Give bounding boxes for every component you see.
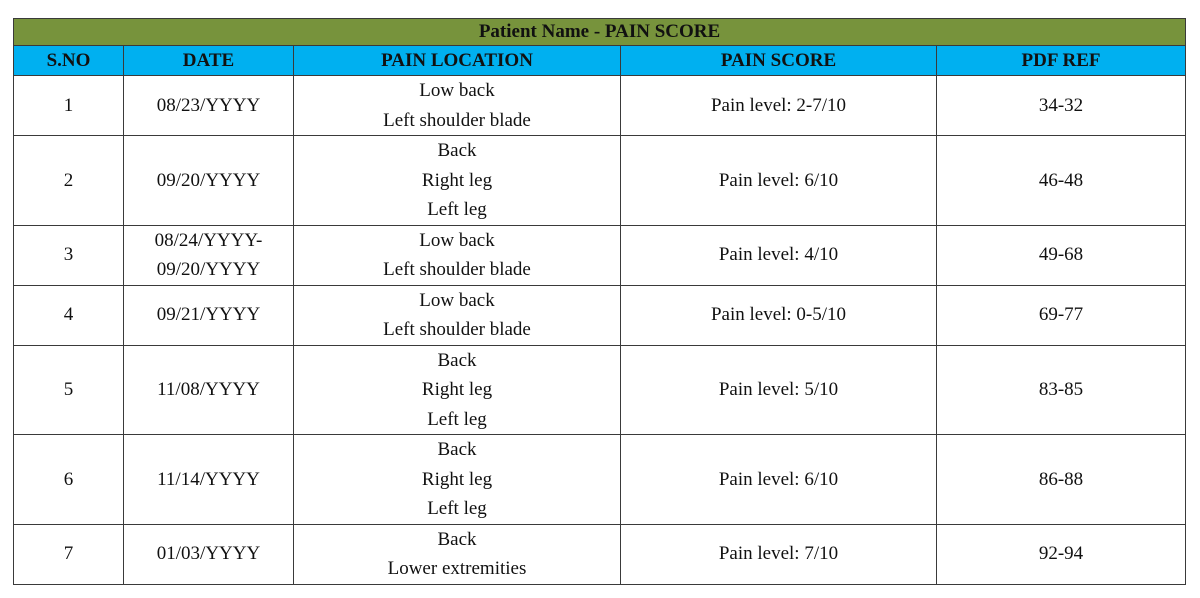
header-pain-location: PAIN LOCATION bbox=[294, 46, 621, 76]
cell-pain-score: Pain level: 6/10 bbox=[621, 136, 937, 226]
cell-pain-location-line: Right leg bbox=[421, 379, 493, 400]
cell-date-line: 11/14/YYYY bbox=[157, 468, 260, 490]
cell-date-line: 08/23/YYYY bbox=[156, 94, 261, 116]
cell-pdf-ref: 83-85 bbox=[937, 345, 1186, 435]
cell-date bbox=[124, 524, 294, 584]
cell-pain-location-line: Right leg bbox=[421, 468, 493, 490]
cell-pdf-ref: 49-68 bbox=[937, 225, 1186, 285]
cell-pain-location-line: Back bbox=[437, 439, 477, 460]
header-pdf-ref: PDF REF bbox=[937, 46, 1186, 76]
cell-pain-location bbox=[294, 435, 621, 525]
cell-sno: 7 bbox=[14, 524, 124, 584]
cell-pdf-ref: 69-77 bbox=[937, 285, 1186, 345]
cell-sno: 4 bbox=[14, 285, 124, 345]
cell-pain-location bbox=[294, 76, 621, 136]
table-row bbox=[14, 285, 1186, 345]
cell-pdf-ref: 86-88 bbox=[937, 435, 1186, 525]
cell-pain-location bbox=[294, 345, 621, 435]
table-title: Patient Name - PAIN SCORE bbox=[14, 19, 1186, 46]
cell-pain-location-line: Low back bbox=[419, 229, 495, 251]
cell-pain-score: Pain level: 6/10 bbox=[621, 435, 937, 525]
table-row bbox=[14, 225, 1186, 285]
cell-pain-location-line: Left shoulder blade bbox=[383, 109, 531, 131]
table-header-row bbox=[14, 46, 1186, 76]
cell-pain-score: Pain level: 2-7/10 bbox=[621, 76, 937, 136]
header-pain-score: PAIN SCORE bbox=[621, 46, 937, 76]
cell-pain-score: Pain level: 5/10 bbox=[621, 345, 937, 435]
cell-date bbox=[124, 435, 294, 525]
cell-date bbox=[124, 76, 294, 136]
table-row bbox=[14, 136, 1186, 226]
cell-pain-location-line: Left leg bbox=[427, 199, 487, 220]
cell-pain-location bbox=[294, 136, 621, 226]
cell-sno: 3 bbox=[14, 225, 124, 285]
cell-date bbox=[124, 136, 294, 226]
cell-pain-location-line: Back bbox=[437, 528, 477, 550]
cell-pdf-ref: 34-32 bbox=[937, 76, 1186, 136]
cell-pain-location-line: Back bbox=[437, 349, 477, 371]
cell-date-line: 01/03/YYYY bbox=[156, 543, 261, 565]
cell-pain-score: Pain level: 0-5/10 bbox=[621, 285, 937, 345]
cell-sno: 1 bbox=[14, 76, 124, 136]
cell-pain-location-line: Left shoulder blade bbox=[383, 319, 531, 340]
cell-pain-location bbox=[294, 225, 621, 285]
cell-pain-location-line: Left leg bbox=[427, 498, 487, 519]
table-row bbox=[14, 524, 1186, 584]
cell-pain-score: Pain level: 7/10 bbox=[621, 524, 937, 584]
cell-sno: 2 bbox=[14, 136, 124, 226]
cell-date-line: 08/24/YYYY- bbox=[154, 229, 263, 251]
cell-pain-location-line: Left leg bbox=[427, 408, 487, 430]
pain-score-table bbox=[13, 18, 1186, 585]
cell-pdf-ref: 92-94 bbox=[937, 524, 1186, 584]
cell-pain-location-line: Low back bbox=[419, 80, 495, 101]
cell-date bbox=[124, 345, 294, 435]
cell-date-line: 11/08/YYYY bbox=[157, 379, 260, 400]
table-row bbox=[14, 76, 1186, 136]
table-title-row bbox=[14, 19, 1186, 46]
cell-pdf-ref: 46-48 bbox=[937, 136, 1186, 226]
table-row bbox=[14, 345, 1186, 435]
cell-pain-location bbox=[294, 285, 621, 345]
cell-sno: 6 bbox=[14, 435, 124, 525]
cell-pain-location-line: Right leg bbox=[421, 169, 493, 191]
header-sno: S.NO bbox=[14, 46, 124, 76]
cell-pain-score: Pain level: 4/10 bbox=[621, 225, 937, 285]
cell-pain-location-line: Low back bbox=[419, 289, 495, 311]
cell-date bbox=[124, 285, 294, 345]
cell-pain-location-line: Lower extremities bbox=[387, 558, 527, 579]
cell-date bbox=[124, 225, 294, 285]
cell-date-line: 09/21/YYYY bbox=[156, 304, 261, 326]
cell-pain-location-line: Left shoulder blade bbox=[383, 259, 531, 280]
cell-date-line: 09/20/YYYY bbox=[156, 259, 261, 280]
cell-pain-location-line: Back bbox=[437, 140, 477, 161]
header-date: DATE bbox=[124, 46, 294, 76]
cell-pain-location bbox=[294, 524, 621, 584]
cell-date-line: 09/20/YYYY bbox=[156, 169, 261, 191]
table-body bbox=[14, 76, 1186, 585]
table-row bbox=[14, 435, 1186, 525]
cell-sno: 5 bbox=[14, 345, 124, 435]
